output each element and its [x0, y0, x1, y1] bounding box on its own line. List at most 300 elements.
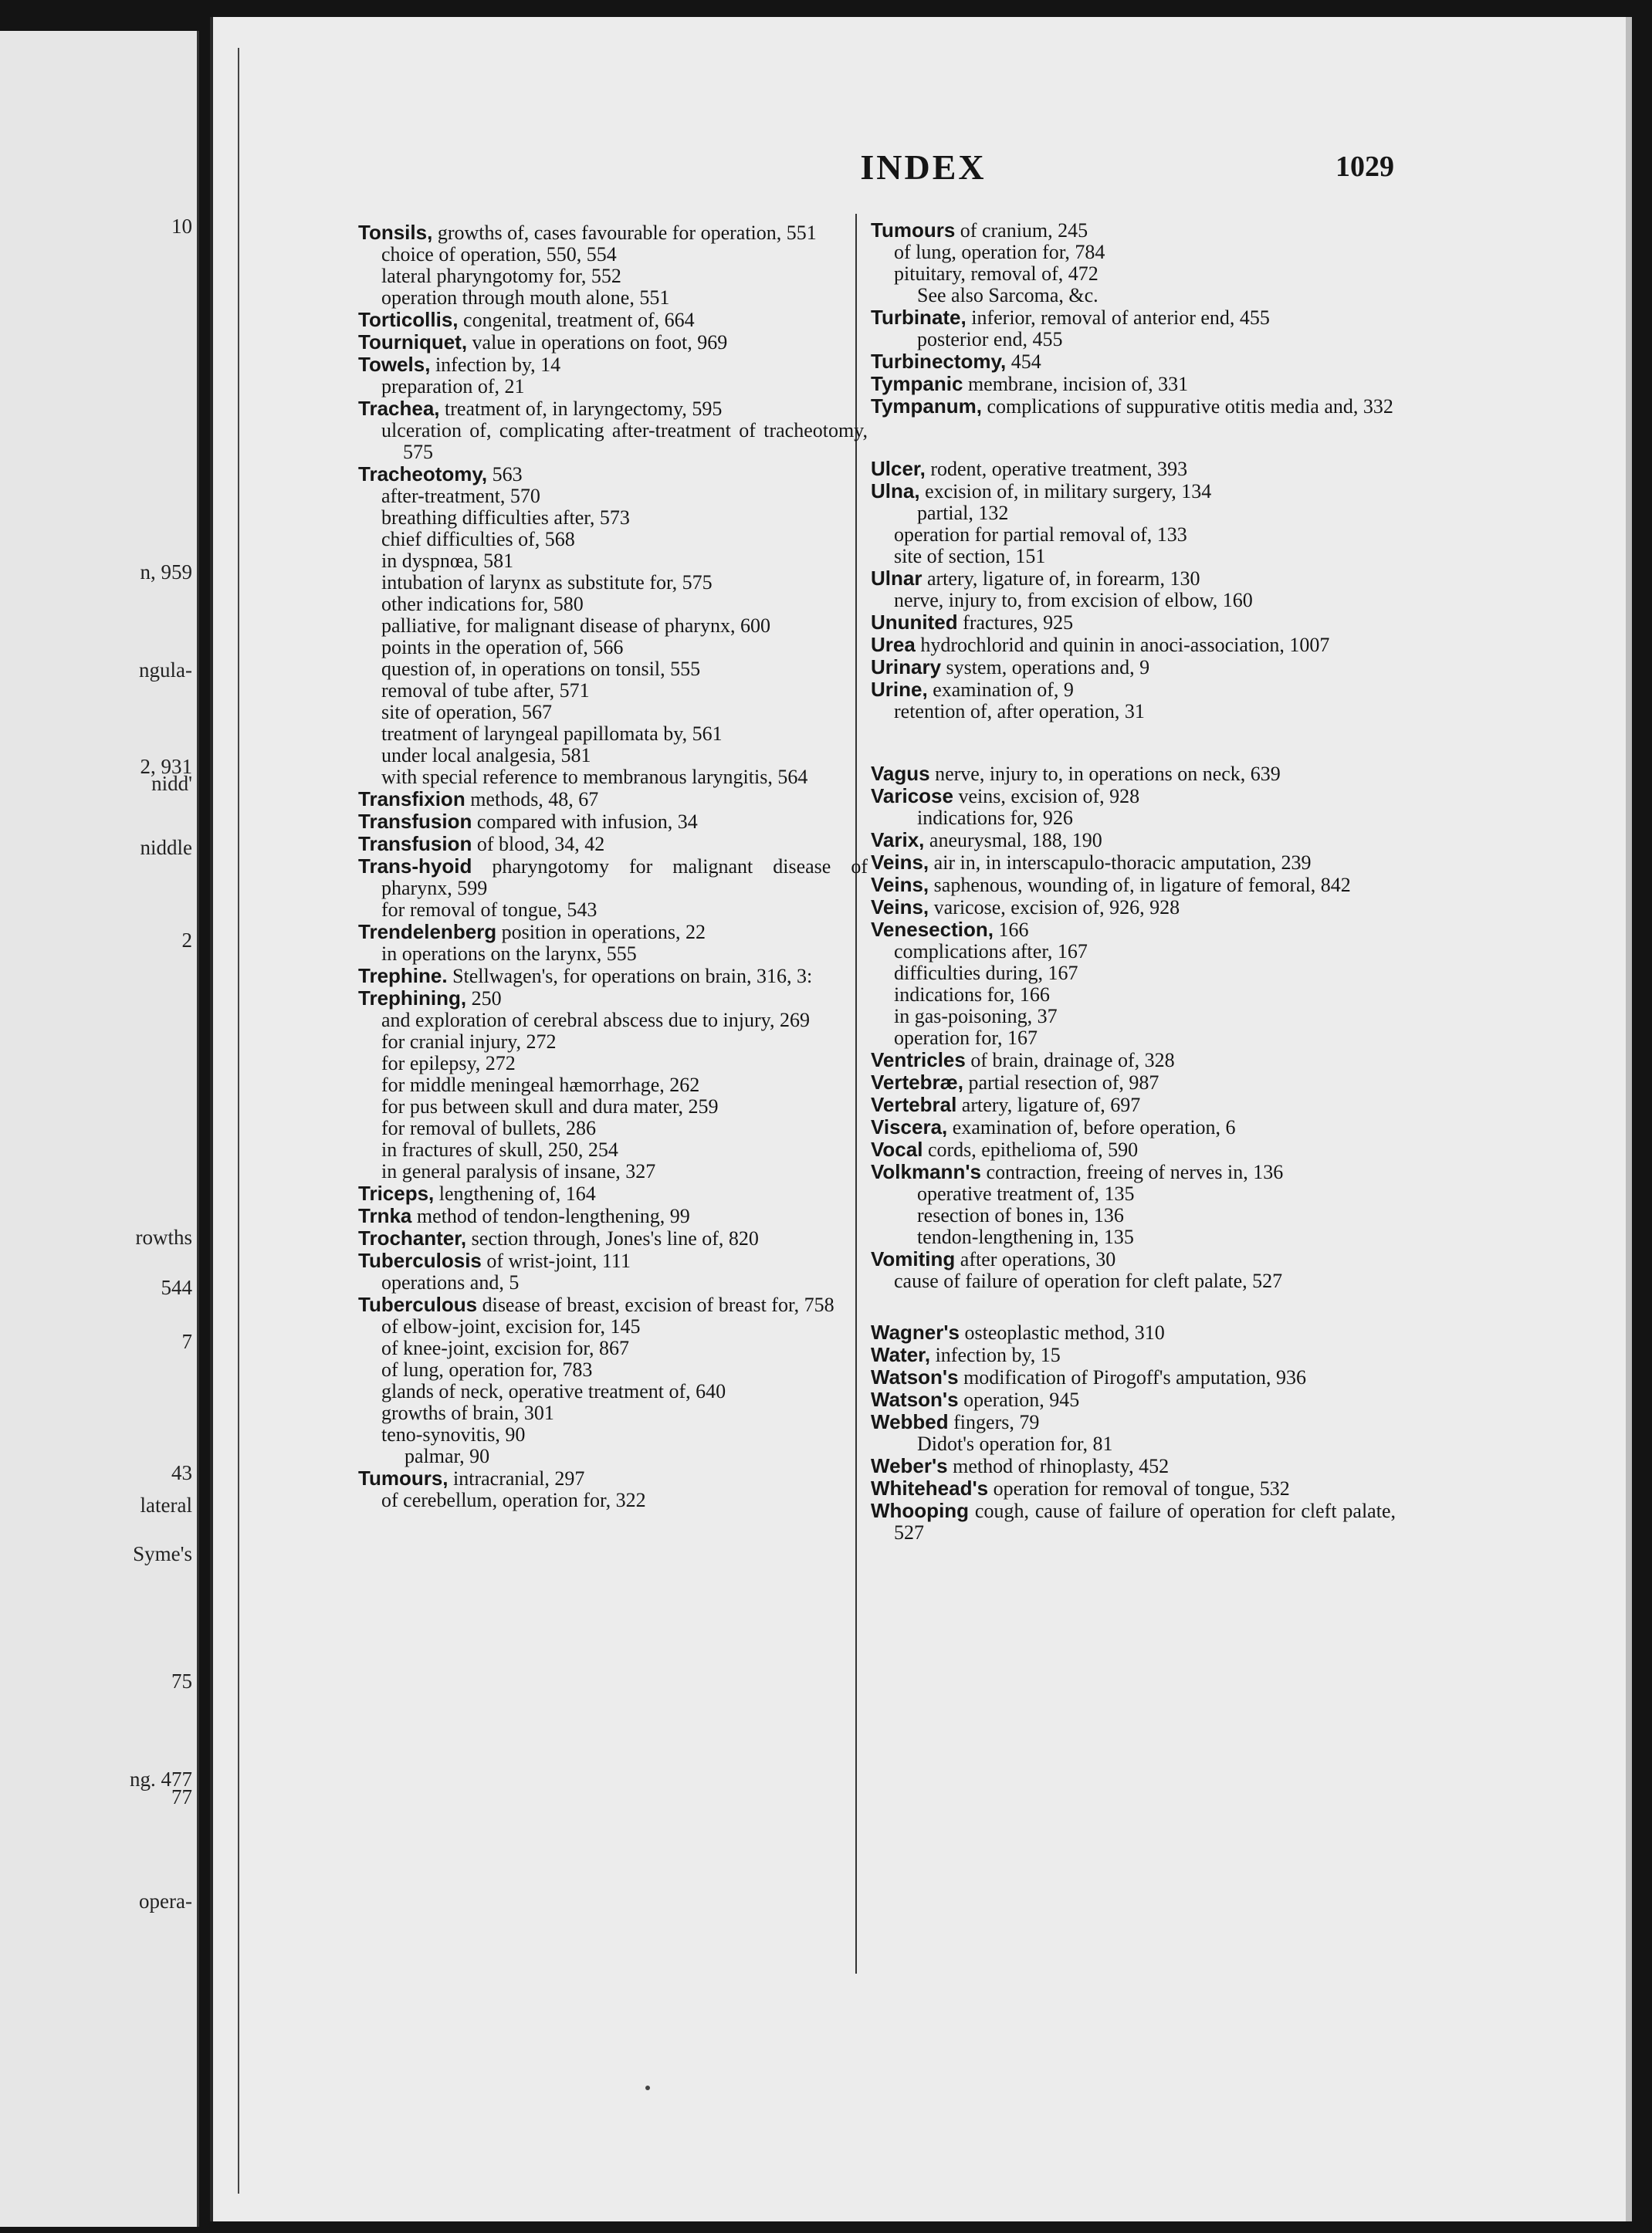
index-subentry — [358, 1118, 868, 1139]
index-entry — [871, 1138, 1396, 1161]
index-subentry — [358, 594, 868, 615]
index-entry — [871, 1477, 1396, 1500]
index-subentry — [358, 745, 868, 766]
index-term: Towels, — [358, 353, 431, 376]
index-subentry — [358, 486, 868, 507]
index-entry-text: air in, in interscapulo-thoracic amputation, 239 — [929, 851, 1312, 874]
index-entry-text: cause of failure of operation for cleft palate, 527 — [894, 1270, 1283, 1292]
index-entry-text: partial resection of, 987 — [963, 1071, 1159, 1094]
index-entry-text: lengthening of, 164 — [434, 1182, 596, 1205]
index-term: Vomiting — [871, 1247, 956, 1270]
index-subentry — [358, 943, 868, 965]
index-entry-text: resection of bones in, 136 — [917, 1204, 1124, 1226]
index-entry — [358, 788, 868, 810]
index-entry-text: operations and, 5 — [381, 1271, 520, 1294]
letter-section-gap — [871, 722, 1396, 763]
index-entry-text: examination of, 9 — [927, 678, 1074, 701]
index-subentry — [871, 1226, 1396, 1248]
index-entry-text: for removal of tongue, 543 — [381, 898, 597, 921]
previous-page-fragment: opera- — [139, 1890, 192, 1913]
index-entry-text: cords, epithelioma of, 590 — [922, 1138, 1139, 1161]
index-entry-text: membrane, incision of, 331 — [963, 373, 1189, 395]
index-entry — [358, 1250, 868, 1272]
index-entry — [358, 1182, 868, 1205]
index-term: Trnka — [358, 1204, 412, 1227]
index-subentry — [358, 1272, 868, 1294]
index-entry — [871, 874, 1396, 896]
index-term: Triceps, — [358, 1182, 435, 1205]
index-term: Whitehead's — [871, 1477, 989, 1500]
index-subentry — [358, 1381, 868, 1402]
index-entry-text: partial, 132 — [917, 502, 1009, 524]
index-entry — [358, 331, 868, 354]
index-entry-text: treatment of, in laryngectomy, 595 — [439, 398, 723, 420]
index-entry-text: disease of breast, excision of breast for, 758 — [477, 1294, 834, 1316]
index-subentry — [871, 1270, 1396, 1292]
previous-page-fragment: ngula- — [139, 658, 192, 682]
index-subentry — [871, 1027, 1396, 1049]
index-term: Viscera, — [871, 1115, 948, 1138]
index-subentry — [358, 1161, 868, 1182]
index-column-left — [358, 222, 868, 1511]
index-entry-text: of blood, 34, 42 — [472, 833, 605, 855]
index-entry-text: and exploration of cerebral abscess due to injury, 269 — [381, 1009, 810, 1031]
index-term: Vocal — [871, 1138, 923, 1161]
index-subentry — [871, 590, 1396, 611]
index-entry-text: after operations, 30 — [955, 1248, 1116, 1270]
index-entry — [871, 1366, 1396, 1389]
index-entry — [358, 1467, 868, 1490]
index-term: Transfusion — [358, 832, 472, 855]
index-entry-text: intracranial, 297 — [448, 1467, 585, 1490]
index-entry-text: artery, ligature of, in forearm, 130 — [922, 567, 1200, 590]
index-entry — [871, 1116, 1396, 1138]
index-entry-text: hydrochlorid and quinin in anoci-association, 1007 — [915, 634, 1330, 656]
index-subentry — [358, 1338, 868, 1359]
previous-page-fragment: niddle — [140, 836, 192, 859]
index-term: Vertebral — [871, 1093, 957, 1116]
index-entry-text: compared with infusion, 34 — [472, 810, 698, 833]
index-subentry — [871, 524, 1396, 546]
index-entry-text: contraction, freeing of nerves in, 136 — [980, 1161, 1284, 1183]
index-term: Tuberculous — [358, 1293, 478, 1316]
index-entry-text: in general paralysis of insane, 327 — [381, 1160, 656, 1182]
index-entry-text: congenital, treatment of, 664 — [458, 309, 695, 331]
index-entry-text: of elbow-joint, excision for, 145 — [381, 1315, 641, 1338]
index-entry — [358, 1227, 868, 1250]
index-subentry — [871, 1205, 1396, 1226]
index-subentry — [358, 244, 868, 266]
index-entry-text: position in operations, 22 — [496, 921, 706, 943]
index-entry-text: modification of Pirogoff's amputation, 936 — [958, 1366, 1307, 1389]
index-entry-text: growths of, cases favourable for operation, 551 — [432, 222, 817, 244]
index-subentry — [871, 963, 1396, 984]
index-entry — [871, 919, 1396, 941]
index-term: Veins, — [871, 873, 929, 896]
index-entry-text: fingers, 79 — [948, 1411, 1040, 1433]
index-term: Ulcer, — [871, 457, 926, 480]
index-entry-text: of wrist-joint, 111 — [481, 1250, 631, 1272]
index-entry-text: in operations on the larynx, 555 — [381, 942, 637, 965]
index-subentry — [358, 1074, 868, 1096]
index-subentry — [358, 899, 868, 921]
index-term: Trephining, — [358, 986, 467, 1010]
index-subentry — [358, 1359, 868, 1381]
index-entry-text: treatment of laryngeal papillomata by, 561 — [381, 722, 723, 745]
index-term: Trendelenberg — [358, 920, 497, 943]
index-subentry — [358, 1139, 868, 1161]
index-subentry — [871, 329, 1396, 350]
index-entry-text: in fractures of skull, 250, 254 — [381, 1138, 618, 1161]
index-entry — [871, 306, 1396, 329]
previous-page-fragment: 77 — [171, 1785, 192, 1808]
index-subentry — [358, 1490, 868, 1511]
index-entry-text: for removal of bullets, 286 — [381, 1117, 596, 1139]
index-term: Urinary — [871, 655, 942, 678]
index-entry — [871, 656, 1396, 678]
index-subentry — [358, 507, 868, 529]
index-entry — [871, 480, 1396, 502]
index-subentry — [358, 266, 868, 287]
index-entry-text: chief difficulties of, 568 — [381, 528, 575, 550]
index-subentry — [871, 1006, 1396, 1027]
index-term: Urine, — [871, 678, 928, 701]
previous-page-fragment: lateral — [140, 1494, 192, 1517]
index-entry — [871, 1161, 1396, 1183]
index-column-right — [871, 219, 1396, 1544]
index-term: Ulnar — [871, 567, 922, 590]
index-entry-text: of cranium, 245 — [955, 219, 1088, 242]
index-term: Whooping — [871, 1499, 970, 1522]
index-entry-text: 454 — [1006, 350, 1041, 373]
index-entry-text: question of, in operations on tonsil, 555 — [381, 658, 701, 680]
index-subentry — [358, 723, 868, 745]
index-entry — [871, 634, 1396, 656]
index-subentry — [358, 376, 868, 398]
index-subentry — [871, 546, 1396, 567]
index-entry-text: method of rhinoplasty, 452 — [947, 1455, 1170, 1477]
index-entry-text: complications after, 167 — [894, 940, 1088, 963]
index-entry-text: for cranial injury, 272 — [381, 1030, 557, 1053]
index-entry — [358, 398, 868, 420]
index-entry-text: cough, cause of failure of operation for cleft palate, 527 — [894, 1500, 1396, 1544]
index-entry-text: in gas-poisoning, 37 — [894, 1005, 1058, 1027]
previous-page-fragment: 2, 931 — [140, 755, 192, 778]
index-subentry — [871, 263, 1396, 285]
previous-page-fragment: 10 — [171, 215, 192, 238]
index-entry — [871, 458, 1396, 480]
previous-page-fragment: rowths — [135, 1226, 192, 1249]
previous-page-fragment: 7 — [181, 1330, 192, 1353]
index-entry-text: operation for, 167 — [894, 1027, 1038, 1049]
previous-page-fragment: ng. 477 — [130, 1768, 192, 1791]
index-term: Webbed — [871, 1410, 949, 1433]
index-term: Tympanic — [871, 372, 963, 395]
index-entry-text: of cerebellum, operation for, 322 — [381, 1489, 646, 1511]
index-entry-text: choice of operation, 550, 554 — [381, 243, 617, 266]
index-entry-text: nerve, injury to, from excision of elbow, 160 — [894, 589, 1253, 611]
index-entry-text: growths of brain, 301 — [381, 1402, 554, 1424]
index-entry-text: of knee-joint, excision for, 867 — [381, 1337, 629, 1359]
index-subentry — [871, 941, 1396, 963]
letter-section-gap — [871, 418, 1396, 458]
index-entry — [871, 1455, 1396, 1477]
index-entry-text: aneurysmal, 188, 190 — [924, 829, 1102, 851]
page-title: INDEX — [860, 147, 987, 187]
letter-section-gap — [871, 1292, 1396, 1321]
index-entry-text: ulceration of, complicating after-treatment of tracheotomy, 575 — [381, 419, 868, 463]
index-entry — [871, 350, 1396, 373]
index-entry-text: infection by, 15 — [930, 1344, 1061, 1366]
index-entry — [358, 965, 868, 987]
index-subentry — [871, 285, 1396, 306]
index-term: Ventricles — [871, 1048, 966, 1071]
index-subentry — [871, 1433, 1396, 1455]
previous-page-fragment: nidd' — [151, 772, 192, 795]
index-subentry — [358, 680, 868, 702]
index-term: Volkmann's — [871, 1160, 981, 1183]
index-entry-text: in dyspnœa, 581 — [381, 550, 514, 572]
index-entry — [871, 373, 1396, 395]
index-entry — [871, 1248, 1396, 1270]
index-entry-text: operation through mouth alone, 551 — [381, 286, 670, 309]
index-entry-text: methods, 48, 67 — [465, 788, 599, 810]
page-speck — [645, 2086, 650, 2090]
index-term: Transfusion — [358, 810, 472, 833]
index-entry-text: posterior end, 455 — [917, 328, 1063, 350]
index-entry-text: Didot's operation for, 81 — [917, 1433, 1113, 1455]
index-term: Venesection, — [871, 918, 994, 941]
index-entry-text: nerve, injury to, in operations on neck, 639 — [929, 763, 1281, 785]
index-entry — [871, 219, 1396, 242]
index-entry-text: system, operations and, 9 — [941, 656, 1150, 678]
index-entry-text: for pus between skull and dura mater, 259 — [381, 1095, 719, 1118]
index-term: Trans-hyoid — [358, 854, 472, 878]
index-term: Trephine. — [358, 964, 448, 987]
index-subentry — [358, 615, 868, 637]
previous-page-fragment: 544 — [161, 1276, 192, 1299]
index-entry — [871, 611, 1396, 634]
index-subentry — [358, 1053, 868, 1074]
index-entry — [871, 1411, 1396, 1433]
index-subentry — [358, 1402, 868, 1424]
index-entry — [871, 896, 1396, 919]
index-entry — [358, 309, 868, 331]
index-entry — [358, 463, 868, 486]
previous-page-fragment: 75 — [171, 1670, 192, 1693]
index-entry-text: excision of, in military surgery, 134 — [919, 480, 1212, 502]
index-entry-text: lateral pharyngotomy for, 552 — [381, 265, 621, 287]
index-entry-text: after-treatment, 570 — [381, 485, 540, 507]
index-entry-text: other indications for, 580 — [381, 593, 584, 615]
index-term: Turbinectomy, — [871, 350, 1007, 373]
index-entry — [358, 354, 868, 376]
index-subentry — [358, 1010, 868, 1031]
index-entry-text: of brain, drainage of, 328 — [965, 1049, 1175, 1071]
index-entry-text: of lung, operation for, 784 — [894, 241, 1105, 263]
index-entry-text: pituitary, removal of, 472 — [894, 262, 1099, 285]
index-entry — [358, 1294, 868, 1316]
index-entry — [871, 1389, 1396, 1411]
index-term: Tuberculosis — [358, 1249, 482, 1272]
index-term: Weber's — [871, 1454, 948, 1477]
index-entry-text: palliative, for malignant disease of pharynx, 600 — [381, 614, 770, 637]
index-subentry — [358, 766, 868, 788]
index-subentry — [358, 550, 868, 572]
index-term: Turbinate, — [871, 306, 966, 329]
index-entry-text: fractures, 925 — [957, 611, 1074, 634]
index-entry-text: breathing difficulties after, 573 — [381, 506, 630, 529]
index-entry-text: artery, ligature of, 697 — [956, 1094, 1141, 1116]
index-term: Ununited — [871, 611, 958, 634]
index-entry-text: operative treatment of, 135 — [917, 1182, 1135, 1205]
index-term: Varicose — [871, 784, 953, 807]
index-term: Torticollis, — [358, 308, 459, 331]
index-term: Veins, — [871, 851, 929, 874]
index-subentry — [871, 242, 1396, 263]
previous-page-edge — [0, 31, 199, 2227]
index-subentry — [871, 807, 1396, 829]
index-entry-text: osteoplastic method, 310 — [960, 1321, 1165, 1344]
index-entry — [871, 829, 1396, 851]
index-entry — [871, 1344, 1396, 1366]
index-subentry — [358, 1031, 868, 1053]
index-entry — [871, 1094, 1396, 1116]
previous-page-fragment: 2 — [181, 929, 192, 952]
index-entry-text: site of section, 151 — [894, 545, 1046, 567]
index-term: Vertebræ, — [871, 1071, 963, 1094]
index-term: Tympanum, — [871, 394, 982, 418]
index-entry-text: rodent, operative treatment, 393 — [925, 458, 1188, 480]
page-right-edge — [1626, 17, 1632, 2221]
index-subentry — [358, 658, 868, 680]
index-subentry — [358, 702, 868, 723]
index-entry — [871, 678, 1396, 701]
index-entry — [358, 987, 868, 1010]
index-entry — [358, 855, 868, 899]
index-term: Tumours — [871, 218, 956, 242]
index-entry-text: inferior, removal of anterior end, 455 — [966, 306, 1270, 329]
index-term: Varix, — [871, 828, 925, 851]
index-term: Veins, — [871, 895, 929, 919]
index-subentry — [358, 1424, 868, 1446]
index-entry-text: veins, excision of, 928 — [953, 785, 1140, 807]
index-term: Wagner's — [871, 1321, 960, 1344]
index-subentry — [871, 502, 1396, 524]
index-entry-text: palmar, 90 — [405, 1445, 490, 1467]
index-entry-text: difficulties during, 167 — [894, 962, 1078, 984]
index-term: Watson's — [871, 1365, 959, 1389]
index-entry — [871, 1049, 1396, 1071]
index-subentry — [358, 637, 868, 658]
index-entry — [871, 1500, 1396, 1544]
index-entry-text: operation for removal of tongue, 532 — [988, 1477, 1290, 1500]
index-term: Urea — [871, 633, 916, 656]
index-entry-text: complications of suppurative otitis media and, 332 — [981, 395, 1393, 418]
index-entry — [358, 222, 868, 244]
index-entry — [871, 567, 1396, 590]
index-entry-text: pharyngotomy for malignant disease of pharynx, 599 — [381, 855, 868, 899]
index-entry-text: teno-synovitis, 90 — [381, 1423, 526, 1446]
index-subentry — [358, 572, 868, 594]
index-entry-text: points in the operation of, 566 — [381, 636, 624, 658]
index-subentry — [358, 287, 868, 309]
index-term: Transfixion — [358, 787, 465, 810]
index-term: Trachea, — [358, 397, 440, 420]
index-entry — [358, 921, 868, 943]
index-entry — [358, 810, 868, 833]
index-entry-text: with special reference to membranous laryngitis, 564 — [381, 766, 808, 788]
index-entry-text: See also Sarcoma, &c. — [917, 284, 1099, 306]
index-entry-text: Stellwagen's, for operations on brain, 316, 3: — [447, 965, 813, 987]
previous-page-fragment: n, 959 — [140, 560, 192, 584]
index-entry — [358, 1205, 868, 1227]
index-entry-text: of lung, operation for, 783 — [381, 1358, 593, 1381]
index-entry — [358, 833, 868, 855]
index-term: Trochanter, — [358, 1226, 467, 1250]
index-entry-text: intubation of larynx as substitute for, 575 — [381, 571, 713, 594]
index-subentry — [871, 701, 1396, 722]
index-term: Tourniquet, — [358, 330, 468, 354]
index-entry — [871, 851, 1396, 874]
index-subentry — [358, 1446, 868, 1467]
index-entry — [871, 1321, 1396, 1344]
index-term: Ulna, — [871, 479, 920, 502]
index-entry-text: preparation of, 21 — [381, 375, 525, 398]
index-entry-text: method of tendon-lengthening, 99 — [411, 1205, 690, 1227]
index-entry-text: 166 — [993, 919, 1029, 941]
index-term: Vagus — [871, 762, 930, 785]
index-entry-text: operation for partial removal of, 133 — [894, 523, 1187, 546]
index-entry-text: glands of neck, operative treatment of, 640 — [381, 1380, 726, 1402]
index-entry-text: retention of, after operation, 31 — [894, 700, 1145, 722]
index-entry-text: 563 — [487, 463, 523, 486]
index-subentry — [358, 1096, 868, 1118]
index-subentry — [871, 984, 1396, 1006]
previous-page-fragment: Syme's — [133, 1542, 192, 1565]
index-entry-text: removal of tube after, 571 — [381, 679, 590, 702]
index-page — [210, 17, 1632, 2221]
index-entry — [871, 763, 1396, 785]
index-entry-text: 250 — [466, 987, 502, 1010]
index-subentry — [358, 1316, 868, 1338]
index-entry-text: under local analgesia, 581 — [381, 744, 591, 766]
index-subentry — [871, 1183, 1396, 1205]
page-number: 1029 — [1335, 151, 1394, 183]
index-entry-text: indications for, 166 — [894, 983, 1050, 1006]
index-term: Tracheotomy, — [358, 462, 488, 486]
index-entry — [871, 1071, 1396, 1094]
index-term: Watson's — [871, 1388, 959, 1411]
index-entry — [871, 395, 1396, 418]
index-subentry — [358, 420, 868, 463]
index-term: Tonsils, — [358, 221, 433, 244]
index-entry — [871, 785, 1396, 807]
index-entry-text: examination of, before operation, 6 — [947, 1116, 1236, 1138]
index-entry-text: site of operation, 567 — [381, 701, 552, 723]
page-gutter-line — [238, 48, 239, 2194]
index-entry-text: tendon-lengthening in, 135 — [917, 1226, 1134, 1248]
index-entry-text: for epilepsy, 272 — [381, 1052, 516, 1074]
index-entry-text: infection by, 14 — [430, 354, 561, 376]
index-term: Tumours, — [358, 1467, 449, 1490]
index-entry-text: varicose, excision of, 926, 928 — [929, 896, 1180, 919]
previous-page-fragment: 43 — [171, 1461, 192, 1484]
index-entry-text: indications for, 926 — [917, 807, 1073, 829]
index-subentry — [358, 529, 868, 550]
index-entry-text: saphenous, wounding of, in ligature of femoral, 842 — [929, 874, 1351, 896]
index-entry-text: operation, 945 — [958, 1389, 1080, 1411]
